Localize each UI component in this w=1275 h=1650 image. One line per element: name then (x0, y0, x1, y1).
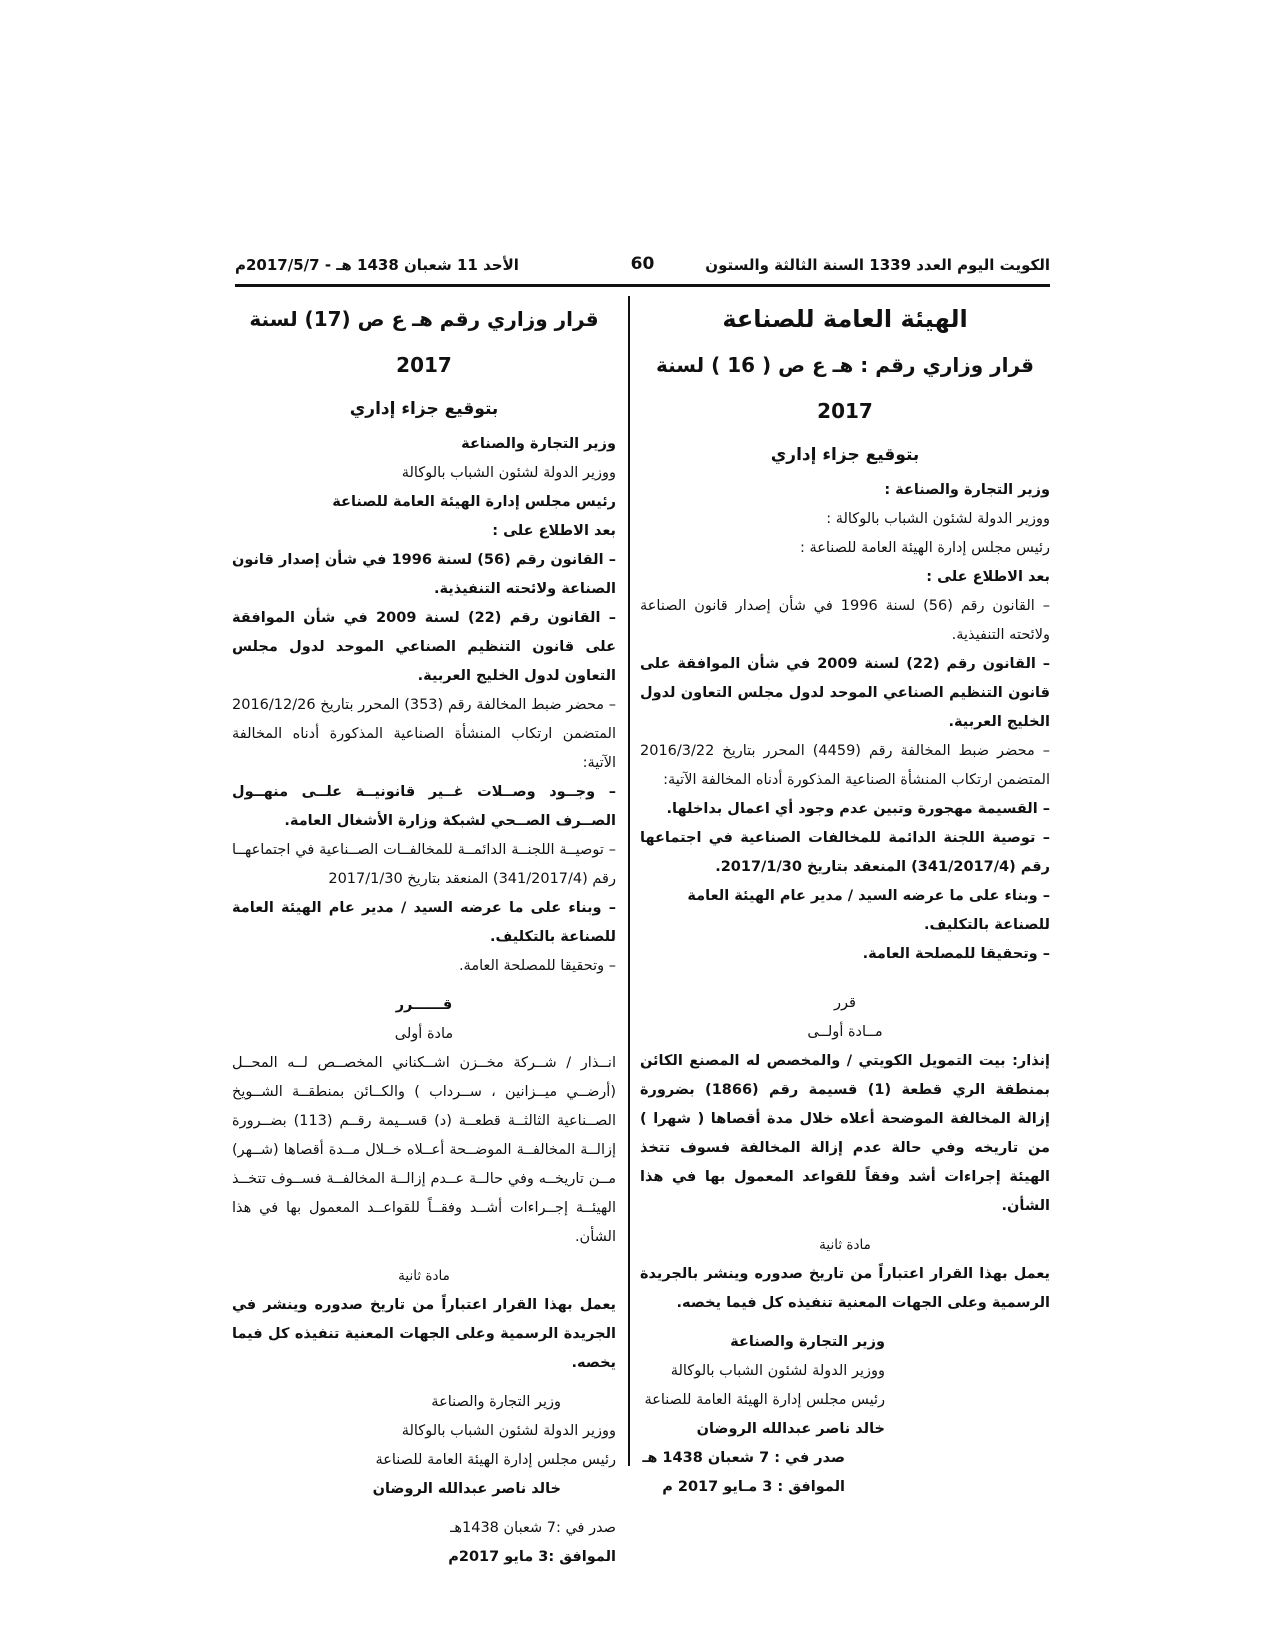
decision-title: قرار وزاري رقم : هـ ع ص ( 16 ) لسنة 2017 (655, 353, 1035, 423)
issue-date-hijri: صدر في : 7 شعبان 1438 هـ (642, 1450, 845, 1466)
article-2-text: يعمل بهذا القرار اعتباراً من تاريخ صدوره وينشر في الجريدة الرسمية وعلى الجهات المعنية تنفيذه كل فيما يخصه. (232, 1297, 616, 1371)
article-1-title: مادة أولى (394, 1026, 454, 1042)
signature-line: رئيس مجلس إدارة الهيئة العامة للصناعة (644, 1392, 885, 1408)
signatory-name: خالد ناصر عبدالله الروضان (696, 1421, 885, 1437)
preamble-line: – القانون رقم (22) لسنة 2009 في شأن الموافقة على قانون التنظيم الصناعي الموحد لدول مجلس التعاون لدول الخليج العربية. (640, 656, 1050, 730)
decision-subtitle: بتوقيع جزاء إداري (770, 445, 920, 465)
page-number: 60 (630, 254, 655, 274)
issue-date-gregorian: الموافق :3 مايو 2017م (448, 1549, 616, 1565)
preamble-line: ووزير الدولة لشئون الشباب بالوكالة : (826, 511, 1050, 527)
preamble-line: وزير التجارة والصناعة (461, 436, 616, 452)
signatory-name: خالد ناصر عبدالله الروضان (372, 1481, 561, 1497)
decision-title: قرار وزاري رقم هـ ع ص (17) لسنة 2017 (249, 307, 599, 377)
preamble-line: – توصية اللجنة الدائمة للمخالفات الصناعية في اجتماعها رقم (341/2017/4) المنعقد بتاريخ 2017/1/30. (640, 830, 1050, 875)
decided-heading: قــــــرر (395, 997, 453, 1013)
signature-line: وزير التجارة والصناعة (431, 1394, 561, 1410)
preamble-line: – القانون رقم (22) لسنة 2009 في شأن الموافقة على قانون التنظيم الصناعي الموحد لدول مجلس التعاون لدول الخليج العربية. (232, 610, 616, 684)
preamble-line: – وتحقيقا للمصلحة العامة. (862, 946, 1050, 962)
header-issue: الكويت اليوم العدد 1339 السنة الثالثة والستون (705, 256, 1050, 274)
preamble-line: رئيس مجلس إدارة الهيئة العامة للصناعة (332, 494, 616, 510)
preamble-line: – وبناء على ما عرضه السيد / مدير عام الهيئة العامة للصناعة بالتكليف. (232, 900, 616, 945)
preamble-line: – وبناء على ما عرضه السيد / مدير عام الهيئة العامة للصناعة بالتكليف. (687, 888, 1050, 933)
issue-date-gregorian: الموافق : 3 مـايو 2017 م (662, 1479, 845, 1495)
article-2-title: مادة ثانية (398, 1268, 450, 1284)
decision-17-column (232, 296, 616, 1572)
signature-line: وزير التجارة والصناعة (730, 1334, 885, 1350)
preamble-line: – وتحقيقا للمصلحة العامة. (458, 958, 616, 974)
article-1-text: انــذار / شــركة مخــزن اشــكناني المخصــص لــه المحــل (أرضــي ميــزانين ، ســرداب ) والكــائن بمنطقــة الشــويخ الصــناعية الثالثــة قطعــة (د) قســيمة رقــم (113) بضــرورة إزالــة المخالفــة الموضــحة أعــلاه خــلال مــدة أقصاها (شــهر) مــن تاريخــه وفي حالــة عــدم إزالــة المخالفــة فســوف تتخــذ الهيئــة إجــراءات أشــد وفقــاً للقواعــد المعمول بها في هذا الشأن. (232, 1055, 616, 1245)
preamble-line: وزير التجارة والصناعة : (884, 482, 1050, 498)
page-header (235, 250, 1050, 284)
preamble-line: بعد الاطلاع على : (492, 523, 616, 539)
preamble-line: بعد الاطلاع على : (926, 569, 1050, 585)
decision-subtitle: بتوقيع جزاء إداري (349, 399, 499, 419)
preamble-line: – القانون رقم (56) لسنة 1996 في شأن إصدار قانون الصناعة ولائحته التنفيذية. (640, 598, 1050, 643)
preamble-line: – محضر ضبط المخالفة رقم (353) المحرر بتاريخ 2016/12/26 المتضمن ارتكاب المنشأة الصناعية المذكورة أدناه المخالفة الآتية: (232, 697, 616, 771)
signature-line: ووزير الدولة لشئون الشباب بالوكالة (670, 1363, 885, 1379)
column-divider (628, 296, 630, 1466)
preamble-line: رئيس مجلس إدارة الهيئة العامة للصناعة : (799, 540, 1050, 556)
preamble-line: – القانون رقم (56) لسنة 1996 في شأن إصدار قانون الصناعة ولائحته التنفيذية. (232, 552, 616, 597)
article-1-text: إنذار: بيت التمويل الكويتي / والمخصص له المصنع الكائن بمنطقة الري قطعة (1) قسيمة رقم (1866) بضرورة إزالة المخالفة الموضحة أعلاه خلال مدة أقصاها ( شهرا ) من تاريخه وفي حالة عدم إزالة المخالفة فسوف تتخذ الهيئة إجراءات أشد وفقاً للقواعد المعمول بها في هذا الشأن. (640, 1053, 1050, 1214)
preamble-line: – محضر ضبط المخالفة رقم (4459) المحرر بتاريخ 2016/3/22 المتضمن ارتكاب المنشأة الصناعية المذكورة أدناه المخالفة الآتية: (640, 743, 1050, 788)
signature-line: ووزير الدولة لشئون الشباب بالوكالة (401, 1423, 616, 1439)
header-rule (235, 284, 1050, 287)
article-2-text: يعمل بهذا القرار اعتباراً من تاريخ صدوره وينشر بالجريدة الرسمية وعلى الجهات المعنية تنفيذه كل فيما يخصه. (640, 1266, 1050, 1311)
decision-16-column (640, 296, 1050, 1502)
preamble-line: – القسيمة مهجورة وتبين عدم وجود أي اعمال بداخلها. (666, 801, 1050, 817)
authority-title: الهيئة العامة للصناعة (722, 305, 968, 333)
issue-date-hijri: صدر في :7 شعبان 1438هـ (450, 1520, 616, 1536)
article-2-title: مادة ثانية (819, 1237, 871, 1253)
preamble-line: ووزير الدولة لشئون الشباب بالوكالة (401, 465, 616, 481)
preamble-line: – وجــود وصــلات غــير قانونيــة علــى منهــول الصــرف الصــحي لشبكة وزارة الأشغال العامة. (232, 784, 616, 829)
header-date: الأحد 11 شعبان 1438 هـ - 2017/5/7م (235, 256, 519, 274)
article-1-title: مــادة أولــى (807, 1024, 883, 1040)
decided-heading: قرر (834, 995, 856, 1011)
signature-line: رئيس مجلس إدارة الهيئة العامة للصناعة (375, 1452, 616, 1468)
preamble-line: – توصيــة اللجنــة الدائمــة للمخالفــات الصــناعية في اجتماعهــا رقم (341/2017/4) المنعقد بتاريخ 2017/1/30 (232, 842, 616, 887)
